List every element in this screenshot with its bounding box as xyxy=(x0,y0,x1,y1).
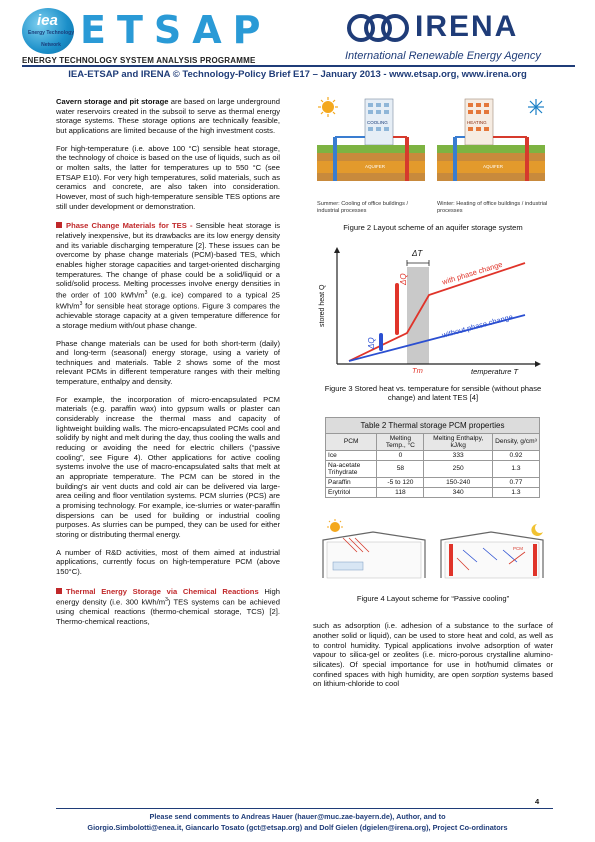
irena-logo xyxy=(345,10,585,66)
delta-t-label: ΔT xyxy=(412,248,423,258)
pcm-label: PCM xyxy=(513,545,523,551)
figure-3-chart xyxy=(313,245,553,380)
x-axis-label: temperature T xyxy=(471,366,519,376)
paragraph-rnd: A number of R&D activities, most of them aimed at industrial applications, currently focus on high-temperature PCM (above 150°C). xyxy=(56,547,280,576)
aquifer-label-right: AQUIFER xyxy=(483,164,504,169)
section-heading-pcm: Phase Change Materials for TES - xyxy=(66,221,193,231)
sun-icon xyxy=(327,519,343,532)
footer-divider xyxy=(56,808,553,809)
cell-density: 1.3 xyxy=(492,487,539,497)
moon-icon xyxy=(531,524,543,536)
cell-pcm: Na-acetate Trihydrate xyxy=(326,460,377,477)
cell-enthalpy: 333 xyxy=(424,450,492,460)
pcm-text-a: Sensible heat storage is relatively inexpensive, but its drawbacks are its low energy density and its variable discharging temperature [2]. These issues can be overcome by phase change materials (PCM)-based TES, which enables higher storage capacities and target-oriented discharging temperatures. The change of phase could be a solid/liquid or a solid/solid process. Melting processes involve energy densities in the order of 100 kWh/m xyxy=(56,221,280,300)
header-melting-enthalpy: Melting Enthalpy, kJ/kg xyxy=(424,433,492,450)
pcm-text-b: (e.g. ice) compared to a typical 25 kWh/m xyxy=(56,290,280,311)
etsap-logo-iea: iea xyxy=(37,12,58,29)
left-column xyxy=(56,97,280,635)
sun-icon xyxy=(318,97,338,117)
paragraph-pcm xyxy=(56,221,280,330)
brief-title: IEA-ETSAP and IRENA © Technology-Policy Brief E17 – January 2013 - www.etsap.org, www.irena.org xyxy=(68,69,527,80)
table-row xyxy=(326,477,540,487)
header-density: Density, g/cm³ xyxy=(492,433,539,450)
with-phase-change-label: with phase change xyxy=(441,259,504,287)
page-number: 4 xyxy=(535,797,540,806)
table-row xyxy=(326,487,540,497)
cooling-label: COOLING xyxy=(367,120,388,125)
cell-temp: 118 xyxy=(377,487,424,497)
figure-4-caption: Figure 4 Layout scheme for “Passive cooling” xyxy=(356,593,510,603)
right-column xyxy=(313,97,553,697)
chemical-sup: 3 xyxy=(165,597,168,604)
table-title: Table 2 Thermal storage PCM properties xyxy=(325,417,540,433)
table-row xyxy=(326,460,540,477)
delta-q-upper-label: ΔQ xyxy=(399,273,408,285)
section-heading-chemical: Thermal Energy Storage via Chemical Reactions xyxy=(66,586,259,596)
etsap-logo-small-text-1: Energy Technology xyxy=(27,30,75,36)
irena-rings-icon xyxy=(345,10,411,46)
adsorption-text-a: such as adsorption (i.e. adhesion of a substance to the surface of another solid or liquid), can be used to store heat and cold, as well as to control humidity. Typical applications involve adsorption of water vapour to silica-gel or zeolites (i.e. micro-porous crystalline alumino-silicates). Of special importance for use in hot/humid climates or confined spaces with high humidity, are open xyxy=(313,621,553,679)
adsorption-text-b: systems based on lithium-chloride to cool xyxy=(313,669,553,689)
paragraph-cavern-storage xyxy=(56,97,280,136)
paragraph-chemical xyxy=(56,587,280,627)
heating-label: HEATING xyxy=(467,120,487,125)
snowflake-icon xyxy=(528,99,544,115)
passive-cooling-illustration xyxy=(313,518,553,586)
header-divider xyxy=(22,65,575,67)
pcm-sup-2: 3 xyxy=(79,301,83,307)
paragraph-high-temperature: For high-temperature (i.e. above 100 °C) sensible heat storage, the technology of choice is based on the use of liquids, such as oil or molten salts, the latter for temperatures up to 550 °C (see ETSAP E10). For very high temperatures, solid materials, such as ceramics and concrete, are also taken into consideration. However, most of such high-temperature sensible TES options are still under development or demonstration. xyxy=(56,143,280,211)
etsap-wordmark: ETSAP xyxy=(80,8,272,52)
cell-temp: -5 to 120 xyxy=(377,477,424,487)
page-footer xyxy=(0,812,595,833)
delta-q-lower-label: ΔQ xyxy=(367,337,376,349)
header-melting-temp: Melting Temp., °C xyxy=(377,433,424,450)
cell-temp: 58 xyxy=(377,460,424,477)
tm-label: Tm xyxy=(412,365,423,375)
cell-enthalpy: 250 xyxy=(424,460,492,477)
irena-subtitle: International Renewable Energy Agency xyxy=(345,50,541,62)
section-bullet-icon xyxy=(56,588,62,594)
header-pcm: PCM xyxy=(326,433,377,450)
adsorption-italic: sorption xyxy=(471,669,499,679)
pcm-sup-1: 3 xyxy=(144,289,148,296)
footer-line-2: Giorgio.Simbolotti@enea.it, Giancarlo Tosato (gct@etsap.org) and Dolf Gielen (dgielen@irena.org), Project Co-ordinators xyxy=(87,822,508,832)
aquifer-illustration xyxy=(313,97,553,199)
paragraph-micro-encapsulated: For example, the incorporation of micro-encapsulated PCM materials (e.g. paraffin wax) into gypsum walls or plaster can considerably increase the thermal mass and capacity of lightweight building walls. The micro-encapsulated PCMs cool and solidify by night and melt during the day, thus cooling the walls and reducing or avoiding the need for electric chillers (“passive cooling”, see Figure 4). Other applications for active cooling systems involve the use of macro-encapsulated salts that melt at an appropriate temperature. The PCM can be stored in the building's air vent ducts and cold air can be delivered via large-area ceiling and floor ventilation systems. PCM slurries (PCS) are a promising technology. For example, ice-slurries or water-paraffin dispersions can be used for building or industrial cooling purposes. As slurries can be pumped, they can be used for either storing or distributing thermal energy. xyxy=(56,394,281,539)
figure-4-passive-cooling xyxy=(313,518,553,586)
cell-density: 0.77 xyxy=(492,477,539,487)
cell-temp: 0 xyxy=(377,450,424,460)
cell-pcm: Ice xyxy=(326,450,377,460)
cavern-storage-text: are based on large underground water reservoirs created in the subsoil to serve as thermal energy storage systems. These storage options are technically feasible, but applications are limited because of the high investment costs. xyxy=(56,97,280,135)
pcm-text-c: for sensible heat storage options. Figure 3 compares the achievable storage capacity at a given temperature difference for a storage medium with/out phase change. xyxy=(56,301,280,330)
table-header-row xyxy=(326,433,540,450)
cell-enthalpy: 150-240 xyxy=(424,477,492,487)
heat-vs-temperature-plot xyxy=(313,245,553,380)
pcm-properties-table xyxy=(325,433,540,498)
paragraph-adsorption xyxy=(313,621,553,689)
page-header xyxy=(0,0,595,86)
figure-2-aquifer xyxy=(313,97,553,217)
table-row xyxy=(326,450,540,460)
irena-wordmark: IRENA xyxy=(415,10,519,43)
section-bullet-icon xyxy=(56,222,62,228)
etsap-subtitle: ENERGY TECHNOLOGY SYSTEM ANALYSIS PROGRAMME xyxy=(22,56,256,65)
cavern-storage-lead: Cavern storage and pit storage xyxy=(56,97,169,106)
cell-pcm: Erytritol xyxy=(326,487,377,497)
paragraph-pcm-uses: Phase change materials can be used for both short-term (daily) and long-term (seasonal) energy storage, using a variety of techniques and materials. Table 2 shows some of the most relevant PCMs in different temperature ranges with their melting temperature, enthalpy and density. xyxy=(56,338,280,387)
etsap-logo xyxy=(22,8,297,56)
cell-density: 1.3 xyxy=(492,460,539,477)
y-axis-label: stored heat Q xyxy=(319,284,326,327)
winter-caption: Winter: Heating of office buildings / industrial processes xyxy=(437,201,548,214)
summer-caption: Summer: Cooling of office buildings / industrial processes xyxy=(317,201,408,214)
cell-enthalpy: 340 xyxy=(424,487,492,497)
table-2 xyxy=(325,417,540,498)
cell-pcm: Paraffin xyxy=(326,477,377,487)
figure-3-caption: Figure 3 Stored heat vs. temperature for sensible (without phase change) and latent TES [4] xyxy=(324,383,542,403)
etsap-logo-small-text-2: Network xyxy=(41,42,61,48)
chemical-text-a: High energy density (i.e. 300 kWh/m xyxy=(56,586,280,607)
figure-2-caption: Figure 2 Layout scheme of an aquifer storage system xyxy=(343,223,523,232)
without-phase-change-label: without phase change xyxy=(441,311,514,340)
cell-density: 0.92 xyxy=(492,450,539,460)
chemical-text-b: ) TES systems can be achieved using chemical reactions (thermo-chemical storage, TCS) [2]. Thermo-chemical reactions, xyxy=(56,597,280,627)
footer-line-1: Please send comments to Andreas Hauer (hauer@muc.zae-bayern.de), Author, and to xyxy=(149,812,446,821)
aquifer-label-left: AQUIFER xyxy=(365,164,386,169)
